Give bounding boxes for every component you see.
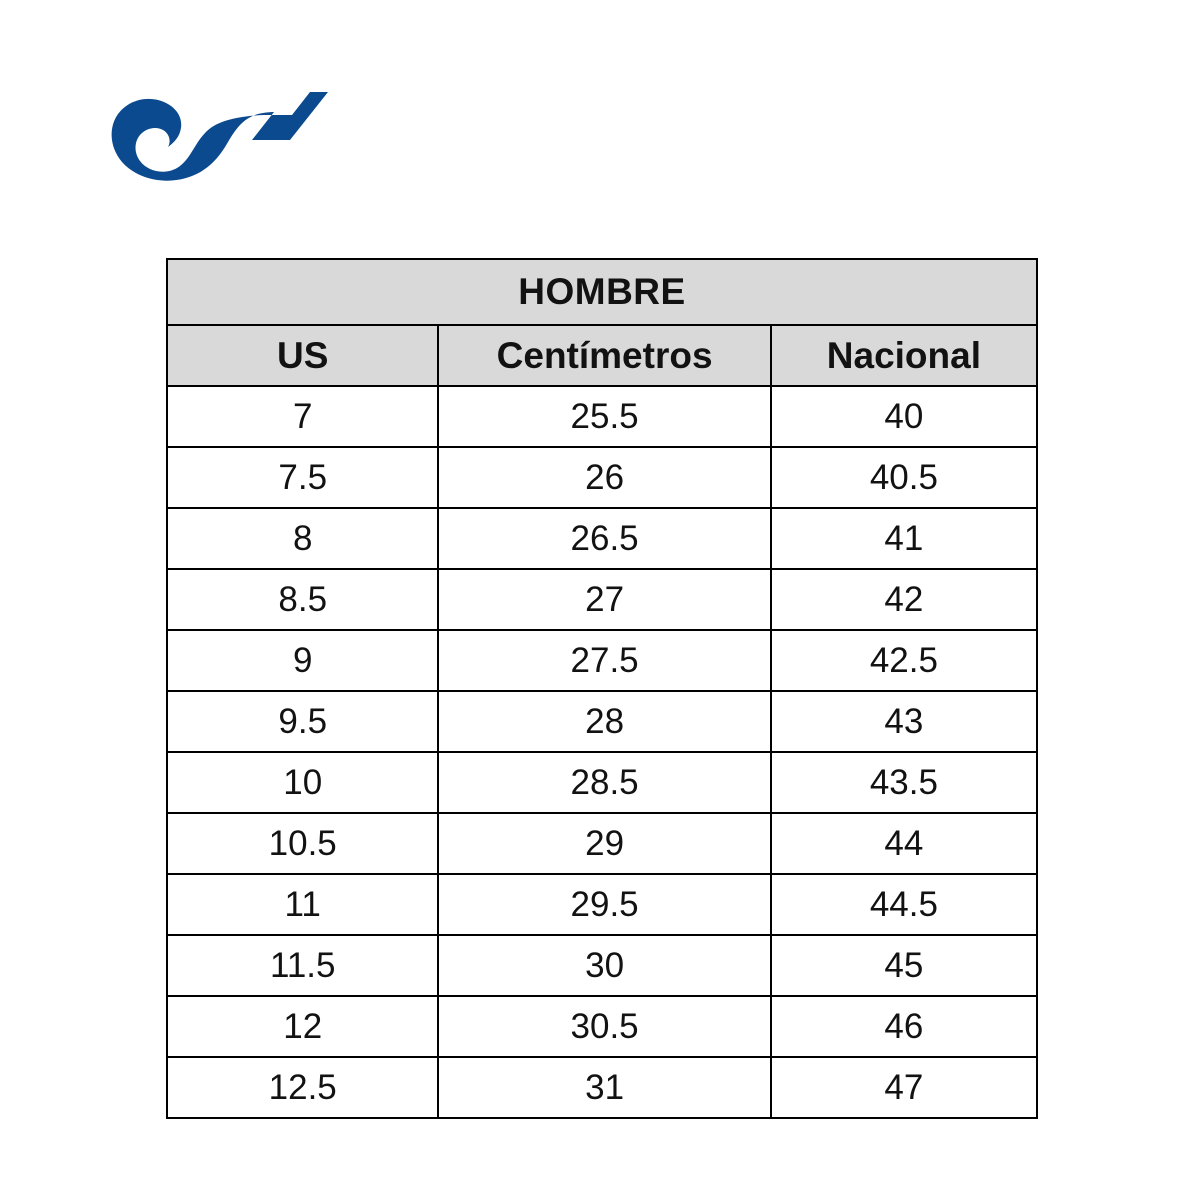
table-row [167,447,1037,508]
cell-us: 9.5 [167,691,438,752]
cell-nacional: 44.5 [771,874,1037,935]
cell-us: 10 [167,752,438,813]
cell-us: 11 [167,874,438,935]
brand-logo [60,30,340,200]
cell-nacional: 40 [771,386,1037,447]
size-table [166,258,1038,1119]
joma-logo-icon [60,30,340,200]
cell-nacional: 45 [771,935,1037,996]
cell-nacional: 41 [771,508,1037,569]
cell-nacional: 43.5 [771,752,1037,813]
cell-nacional: 42.5 [771,630,1037,691]
cell-cm: 29.5 [438,874,770,935]
table-title: HOMBRE [167,259,1037,325]
cell-cm: 28 [438,691,770,752]
table-row [167,752,1037,813]
cell-cm: 29 [438,813,770,874]
table-row [167,508,1037,569]
table-row [167,935,1037,996]
size-chart [166,258,1038,1119]
table-row [167,569,1037,630]
cell-us: 12 [167,996,438,1057]
cell-nacional: 44 [771,813,1037,874]
cell-cm: 31 [438,1057,770,1118]
cell-nacional: 46 [771,996,1037,1057]
cell-cm: 27 [438,569,770,630]
cell-us: 8 [167,508,438,569]
table-row [167,813,1037,874]
column-header-nacional: Nacional [771,325,1037,386]
table-row [167,386,1037,447]
cell-nacional: 42 [771,569,1037,630]
table-row [167,691,1037,752]
cell-cm: 26 [438,447,770,508]
table-row [167,1057,1037,1118]
cell-cm: 27.5 [438,630,770,691]
cell-us: 7.5 [167,447,438,508]
cell-nacional: 40.5 [771,447,1037,508]
cell-us: 8.5 [167,569,438,630]
cell-us: 7 [167,386,438,447]
column-header-us: US [167,325,438,386]
cell-cm: 30 [438,935,770,996]
table-row [167,630,1037,691]
cell-us: 12.5 [167,1057,438,1118]
cell-us: 9 [167,630,438,691]
column-header-centimetros: Centímetros [438,325,770,386]
table-header-row [167,325,1037,386]
cell-nacional: 43 [771,691,1037,752]
table-row [167,996,1037,1057]
table-title-row [167,259,1037,325]
cell-cm: 25.5 [438,386,770,447]
cell-cm: 26.5 [438,508,770,569]
table-row [167,874,1037,935]
cell-cm: 30.5 [438,996,770,1057]
cell-us: 10.5 [167,813,438,874]
cell-us: 11.5 [167,935,438,996]
cell-nacional: 47 [771,1057,1037,1118]
cell-cm: 28.5 [438,752,770,813]
